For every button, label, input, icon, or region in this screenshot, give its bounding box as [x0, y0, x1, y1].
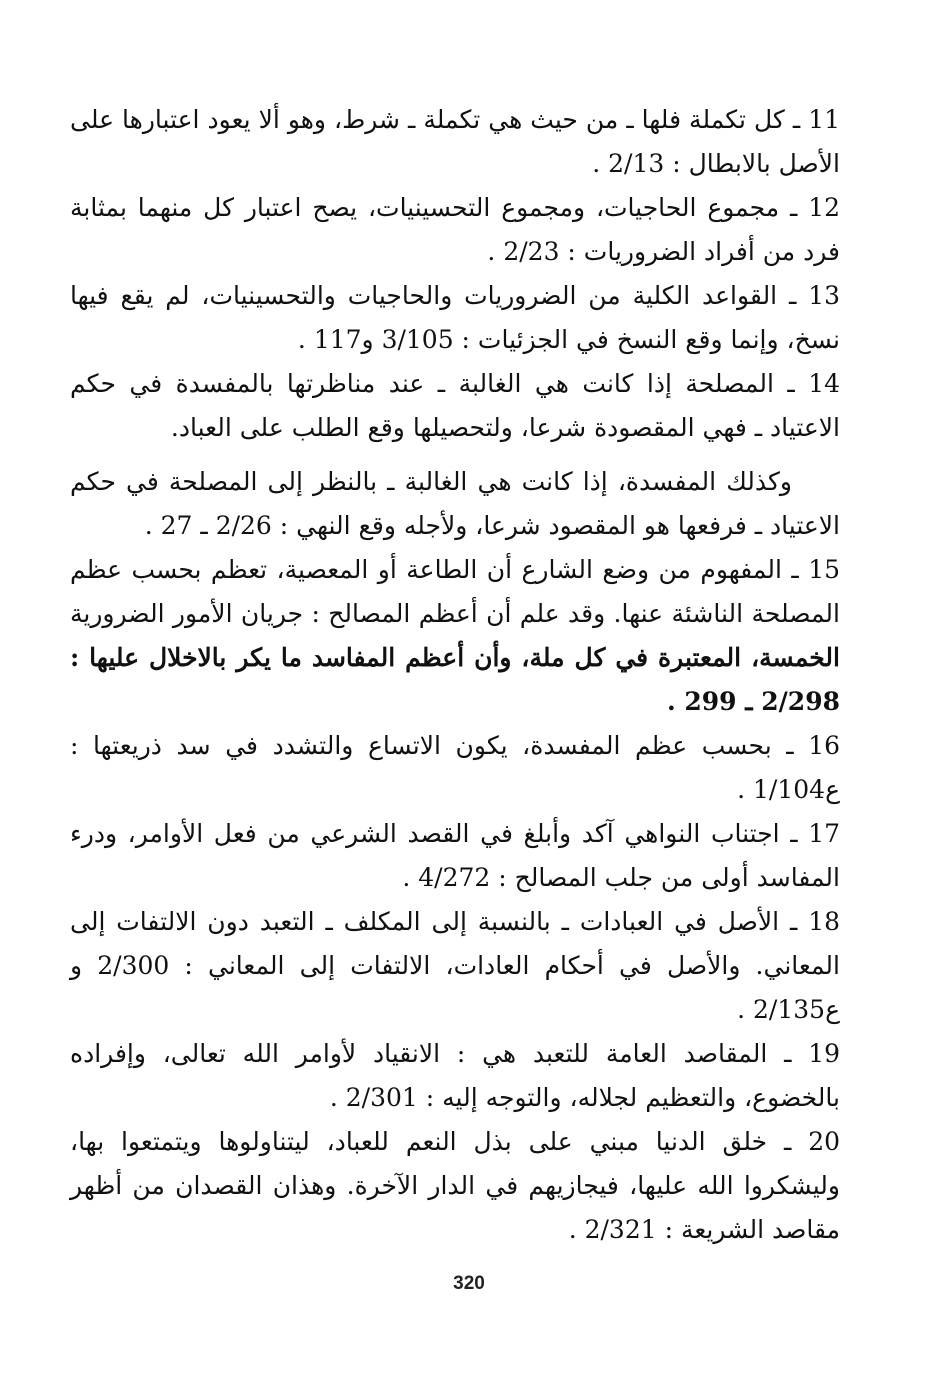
paragraph-15-text: 15 ـ المفهوم من وضع الشارع أن الطاعة أو المعصية، تعظم بحسب عظم المصلحة الناشئة عنها. وقد علم أن أعظم المصالح : جريان الأمور الضرورية [70, 555, 840, 628]
paragraph-15-emphasis: الخمسة، المعتبرة في كل ملة، وأن أعظم المفاسد ما يكر بالاخلال عليها : 2/298 ـ 299 . [70, 643, 840, 716]
page-number: 320 [453, 1273, 485, 1294]
paragraph-18: 18 ـ الأصل في العبادات ـ بالنسبة إلى المكلف ـ التعبد دون الالتفات إلى المعاني. والأصل في أحكام العادات، الالتفات إلى المعاني : 2/300 و ع2/135 . [70, 907, 840, 1024]
paragraph-11: 11 ـ كل تكملة فلها ـ من حيث هي تكملة ـ شرط، وهو ألا يعود اعتبارها على الأصل بالابطال : 2/13 . [70, 105, 840, 178]
paragraph-13: 13 ـ القواعد الكلية من الضروريات والحاجيات والتحسينيات، لم يقع فيها نسخ، وإنما وقع النسخ في الجزئيات : 3/105 و117 . [70, 281, 840, 354]
paragraph-16: 16 ـ بحسب عظم المفسدة، يكون الاتساع والتشدد في سد ذريعتها : ع1/104 . [70, 731, 840, 804]
document-body [70, 98, 840, 1252]
paragraph-14-continuation: وكذلك المفسدة، إذا كانت هي الغالبة ـ بالنظر إلى المصلحة في حكم الاعتياد ـ فرفعها هو المقصود شرعا، ولأجله وقع النهي : 2/26 ـ 27 . [70, 467, 840, 540]
paragraph-12: 12 ـ مجموع الحاجيات، ومجموع التحسينيات، يصح اعتبار كل منهما بمثابة فرد من أفراد الضروريات : 2/23 . [70, 193, 840, 266]
paragraph-17: 17 ـ اجتناب النواهي آكد وأبلغ في القصد الشرعي من فعل الأوامر، ودرء المفاسد أولى من جلب المصالح : 4/272 . [70, 819, 840, 892]
paragraph-19: 19 ـ المقاصد العامة للتعبد هي : الانقياد لأوامر الله تعالى، وإفراده بالخضوع، والتعظيم لجلاله، والتوجه إليه : 2/301 . [70, 1039, 840, 1112]
paragraph-20: 20 ـ خلق الدنيا مبني على بذل النعم للعباد، ليتناولوها ويتمتعوا بها، وليشكروا الله عليها، فيجازيهم في الدار الآخرة. وهذان القصدان من أظهر مقاصد الشريعة : 2/321 . [70, 1127, 840, 1244]
paragraph-14: 14 ـ المصلحة إذا كانت هي الغالبة ـ عند مناظرتها بالمفسدة في حكم الاعتياد ـ فهي المقصودة شرعا، ولتحصيلها وقع الطلب على العباد. [70, 369, 840, 442]
paragraph-15 [70, 548, 840, 724]
